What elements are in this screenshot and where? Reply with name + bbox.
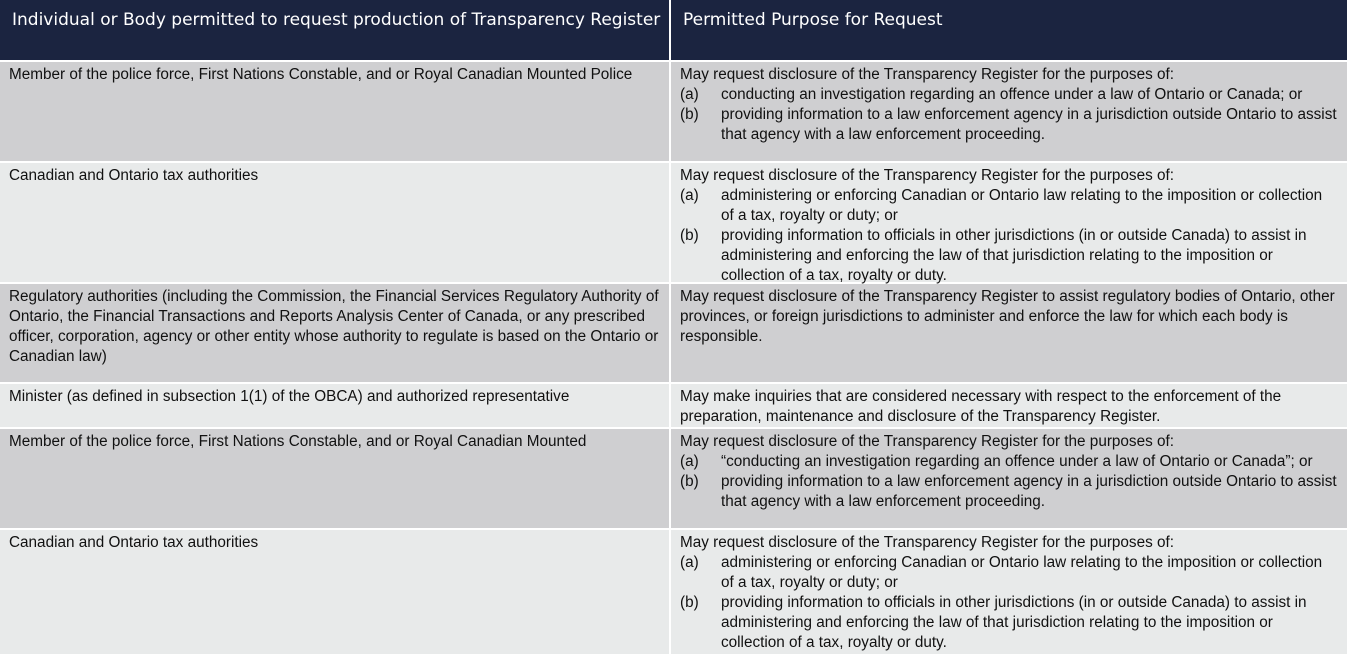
item-label: (a): [680, 187, 699, 204]
purpose-intro: May request disclosure of the Transparency Register for the purposes of:: [680, 534, 1174, 551]
purpose-cell: [671, 530, 1347, 654]
header-purpose: Permitted Purpose for Request: [683, 10, 943, 30]
purpose-cell: [671, 384, 1347, 427]
purpose-item: [680, 186, 1339, 226]
item-text: providing information to a law enforcement agency in a jurisdiction outside Ontario to assist that agency with a law enforcement proceeding.: [721, 473, 1337, 510]
item-label: (a): [680, 86, 699, 103]
table-row: [0, 284, 1347, 384]
purpose-intro: May request disclosure of the Transparency Register to assist regulatory bodies of Ontario, other provinces, or foreign jurisdictions to administer and enforce the law for which each body is responsible.: [680, 288, 1335, 345]
purpose-cell: [671, 62, 1347, 161]
item-text: “conducting an investigation regarding an offence under a law of Ontario or Canada”; or: [721, 453, 1313, 470]
header-requester: Individual or Body permitted to request production of Transparency Register: [0, 0, 671, 60]
purpose-intro: May request disclosure of the Transparency Register for the purposes of:: [680, 66, 1174, 83]
item-text: providing information to a law enforcement agency in a jurisdiction outside Ontario to assist that agency with a law enforcement proceeding.: [721, 106, 1337, 143]
purpose-cell: [671, 163, 1347, 282]
table-row: [0, 429, 1347, 530]
purpose-intro: May request disclosure of the Transparency Register for the purposes of:: [680, 433, 1174, 450]
table-row: [0, 384, 1347, 429]
item-label: (b): [680, 473, 699, 490]
purpose-intro: May make inquiries that are considered necessary with respect to the enforcement of the preparation, maintenance and disclosure of the Transparency Register.: [680, 388, 1282, 425]
purpose-intro: May request disclosure of the Transparency Register for the purposes of:: [680, 167, 1174, 184]
item-text: administering or enforcing Canadian or Ontario law relating to the imposition or collection of a tax, royalty or duty; or: [721, 554, 1323, 591]
item-label: (b): [680, 594, 699, 611]
table-row: [0, 62, 1347, 163]
item-label: (a): [680, 554, 699, 571]
purpose-cell: [671, 429, 1347, 528]
purpose-item: [680, 472, 1339, 512]
requester-cell: Member of the police force, First Nations Constable, and or Royal Canadian Mounted Police: [0, 62, 671, 161]
purpose-item: [680, 105, 1339, 145]
purpose-item: [680, 593, 1339, 653]
item-label: (a): [680, 453, 699, 470]
item-label: (b): [680, 227, 699, 244]
item-text: providing information to officials in other jurisdictions (in or outside Canada) to assist in administering and enforcing the law of that jurisdiction relating to the imposition or collection of a tax, royalty or duty.: [721, 594, 1307, 651]
purpose-item: [680, 553, 1339, 593]
requester-cell: Canadian and Ontario tax authorities: [0, 163, 671, 282]
item-text: providing information to officials in other jurisdictions (in or outside Canada) to assist in administering and enforcing the law of that jurisdiction relating to the imposition or collection of a tax, royalty or duty.: [721, 227, 1307, 284]
purpose-item: [680, 85, 1339, 105]
table-header: [0, 0, 1347, 62]
requester-cell: Member of the police force, First Nations Constable, and or Royal Canadian Mounted: [0, 429, 671, 528]
purpose-item: [680, 452, 1339, 472]
item-label: (b): [680, 106, 699, 123]
table-row: [0, 530, 1347, 654]
item-text: administering or enforcing Canadian or Ontario law relating to the imposition or collection of a tax, royalty or duty; or: [721, 187, 1323, 224]
requester-cell: Canadian and Ontario tax authorities: [0, 530, 671, 654]
item-text: conducting an investigation regarding an offence under a law of Ontario or Canada; or: [721, 86, 1303, 103]
purpose-item: [680, 226, 1339, 286]
requester-cell: Regulatory authorities (including the Commission, the Financial Services Regulatory Authority of Ontario, the Financial Transactions and Reports Analysis Center of Canada, or any prescribed officer, corporation, agency or other entity whose authority to regulate is based on the Ontario or Canadian law): [0, 284, 671, 382]
purpose-cell: [671, 284, 1347, 382]
requester-cell: Minister (as defined in subsection 1(1) of the OBCA) and authorized representative: [0, 384, 671, 427]
table-row: [0, 163, 1347, 284]
